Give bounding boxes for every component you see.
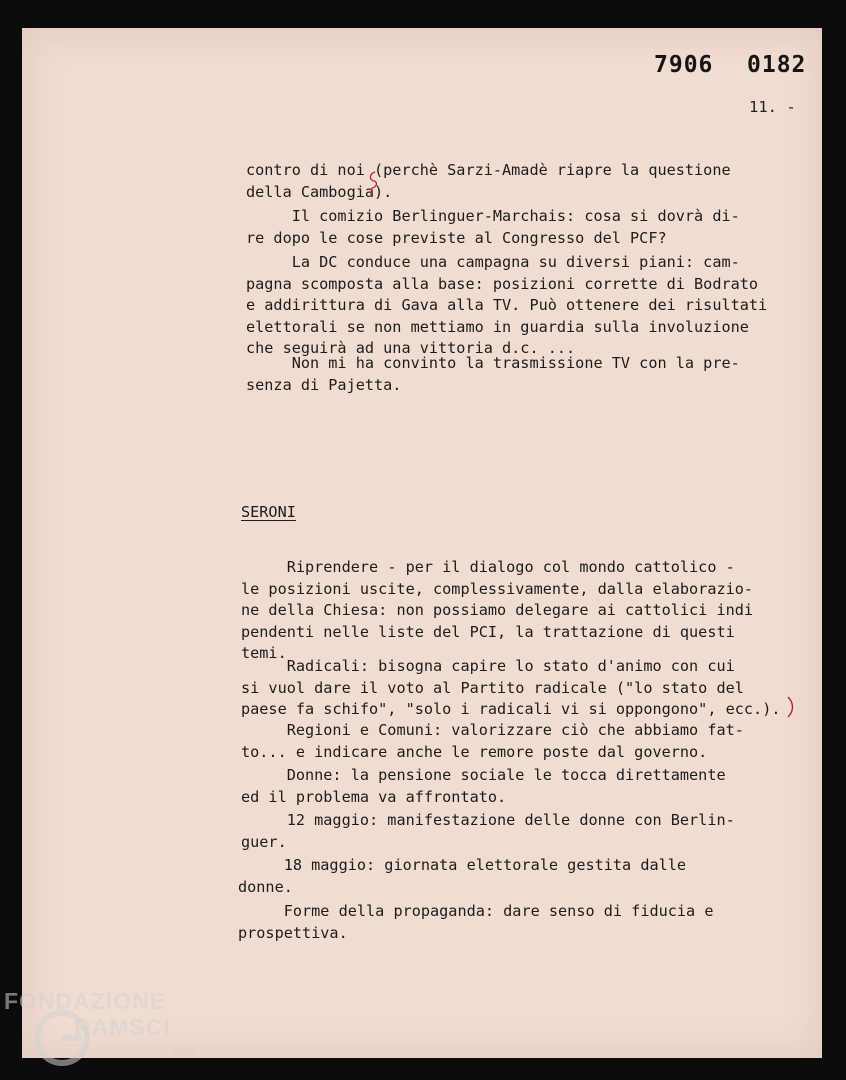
paragraph-regioni-comuni: Regioni e Comuni: valorizzare ciò che abbiamo fat- to... e indicare anche le remore poste dal governo. — [241, 721, 744, 761]
paragraph-dialogo-cattolico: Riprendere - per il dialogo col mondo cattolico - le posizioni uscite, complessivamente, dalla elaborazio- ne della Chiesa: non possiamo delegare ai cattolici indi pendenti nelle liste del PCI, la trattazione di questi temi. — [241, 558, 754, 662]
paragraph-comizio: Il comizio Berlinguer-Marchais: cosa si dovrà di- re dopo le cose previste al Congresso del PCF? — [246, 207, 740, 247]
red-closing-paren-mark-icon — [786, 694, 796, 720]
paragraph-12-maggio: 12 maggio: manifestazione delle donne con Berlin- guer. — [241, 811, 735, 851]
paragraph-propaganda: Forme della propaganda: dare senso di fiducia e prospettiva. — [238, 902, 714, 942]
logo-fondazione: FONDAZIONE — [4, 988, 167, 1014]
paragraph-dc-campagna: La DC conduce una campagna su diversi piani: cam- pagna scomposta alla base: posizioni corrette di Bodrato e addirittura di Gava alla TV. Può ottenere dei risultati elettorali se non mettiamo in guardia sulla involuzione che seguirà ad una vittoria d.c. ... — [246, 253, 768, 357]
paragraph-radicali: Radicali: bisogna capire lo stato d'animo con cui si vuol dare il voto al Partito radicale ("lo stato del paese fa schifo", "solo i radicali vi si oppongono", ecc.). — [241, 657, 781, 718]
document-number-stamp: 0182 — [747, 52, 807, 78]
red-correction-mark-icon — [366, 170, 380, 196]
logo-gramsci: RAMSCI — [74, 1014, 171, 1040]
paragraph-18-maggio: 18 maggio: giornata elettorale gestita dalle donne. — [238, 856, 687, 896]
page-number: 11. - — [749, 98, 796, 116]
section-heading-seroni: SERONI — [241, 503, 296, 521]
paragraph-cambogia: contro di noi (perchè Sarzi-Amadè riapre la questione della Cambogia). — [246, 161, 731, 201]
logo-onlus: onlus — [172, 1046, 196, 1057]
paragraph-trasmissione-tv: Non mi ha convinto la trasmissione TV con la pre- senza di Pajetta. — [246, 354, 740, 394]
paragraph-donne: Donne: la pensione sociale le tocca direttamente ed il problema va affrontato. — [241, 766, 726, 806]
watermark-logo — [4, 988, 214, 1076]
archive-number-stamp: 7906 — [654, 52, 714, 78]
